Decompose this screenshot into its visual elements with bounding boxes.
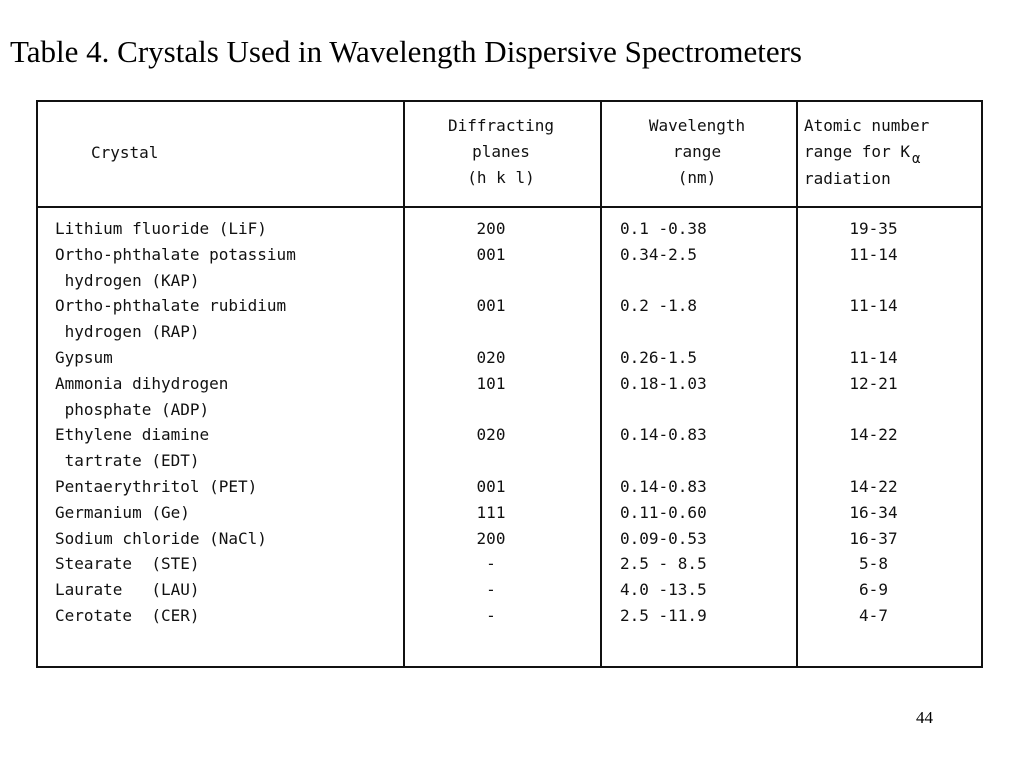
cell-crystal: Ethylene diamine xyxy=(55,425,210,445)
cell-crystal: Gypsum xyxy=(55,348,113,367)
cell-wavelength-range: 2.5 -11.9 xyxy=(620,606,707,625)
cell-crystal: Ortho-phthalate potassium xyxy=(55,244,296,264)
cell-atomic-number-range: 11-14 xyxy=(849,244,898,264)
cell-diffracting-planes: 111 xyxy=(476,502,506,522)
cell-diffracting-planes: 200 xyxy=(476,528,506,548)
slide-title: Table 4. Crystals Used in Wavelength Dispersive Spectrometers xyxy=(10,34,802,69)
cell-crystal: Laurate (LAU) xyxy=(55,580,200,600)
table-right-border xyxy=(981,100,983,668)
cell-crystal: Sodium chloride (NaCl) xyxy=(55,528,267,548)
cell-atomic-number-range: 16-37 xyxy=(849,528,898,548)
cell-diffracting-planes: - xyxy=(486,580,496,600)
cell-diffracting-planes: 020 xyxy=(476,425,506,445)
cell-crystal: Cerotate (CER) xyxy=(55,606,200,625)
cell-atomic-number-range: 11-14 xyxy=(849,348,898,367)
page-number: 44 xyxy=(916,708,933,727)
crystals-table xyxy=(36,100,983,668)
cell-crystal-continuation: hydrogen (KAP) xyxy=(55,270,200,290)
header-atomic-line-3: radiation xyxy=(804,169,891,188)
header-atomic-line-2 xyxy=(804,139,929,166)
table-bottom-border xyxy=(36,666,983,668)
cell-atomic-number-range: 19-35 xyxy=(849,219,898,238)
cell-crystal-continuation: tartrate (EDT) xyxy=(55,451,200,471)
cell-atomic-number-range: 14-22 xyxy=(849,477,898,496)
cell-diffracting-planes: - xyxy=(486,554,496,574)
cell-wavelength-range: 4.0 -13.5 xyxy=(620,580,707,600)
header-wavelength-line-1: Wavelength xyxy=(648,116,746,135)
header-planes-line-1: Diffracting xyxy=(448,116,554,135)
cell-wavelength-range: 0.11-0.60 xyxy=(620,502,707,522)
header-planes-line-3: (h k l) xyxy=(467,168,535,187)
header-diffracting-planes xyxy=(416,113,586,191)
cell-crystal: Ammonia dihydrogen xyxy=(55,373,229,393)
header-atomic-line-1: Atomic number xyxy=(804,116,930,135)
cell-atomic-number-range: 16-34 xyxy=(849,502,898,522)
cell-wavelength-range: 2.5 - 8.5 xyxy=(620,554,707,574)
cell-wavelength-range: 0.26-1.5 xyxy=(620,348,698,367)
cell-crystal: Pentaerythritol (PET) xyxy=(55,477,258,496)
header-crystal: Crystal xyxy=(91,143,159,162)
cell-atomic-number-range: 6-9 xyxy=(859,580,888,600)
cell-wavelength-range: 0.2 -1.8 xyxy=(620,296,698,316)
table-header-divider xyxy=(36,206,983,208)
cell-diffracting-planes: 001 xyxy=(476,296,506,316)
header-wavelength-line-3: (nm) xyxy=(677,168,717,187)
cell-crystal-continuation: hydrogen (RAP) xyxy=(55,322,200,342)
cell-wavelength-range: 0.14-0.83 xyxy=(620,477,707,496)
cell-diffracting-planes: 101 xyxy=(476,373,506,393)
cell-wavelength-range: 0.09-0.53 xyxy=(620,528,707,548)
cell-wavelength-range: 0.18-1.03 xyxy=(620,373,707,393)
cell-crystal: Ortho-phthalate rubidium xyxy=(55,296,287,316)
cell-diffracting-planes: 020 xyxy=(476,348,506,367)
header-wavelength-line-2: range xyxy=(672,142,722,161)
cell-atomic-number-range: 12-21 xyxy=(849,373,898,393)
cell-wavelength-range: 0.1 -0.38 xyxy=(620,219,707,238)
header-atomic-line-2-text: range for K xyxy=(804,142,910,161)
cell-diffracting-planes: 001 xyxy=(476,244,506,264)
k-alpha-subscript: α xyxy=(911,151,921,167)
table-top-border xyxy=(36,100,983,102)
cell-atomic-number-range: 14-22 xyxy=(849,425,898,445)
cell-atomic-number-range: 11-14 xyxy=(849,296,898,316)
cell-crystal-continuation: phosphate (ADP) xyxy=(55,399,210,419)
column-divider-1 xyxy=(403,100,405,668)
cell-diffracting-planes: 200 xyxy=(476,219,506,238)
header-planes-line-2: planes xyxy=(472,142,530,161)
cell-wavelength-range: 0.34-2.5 xyxy=(620,244,698,264)
cell-atomic-number-range: 5-8 xyxy=(859,554,888,574)
cell-crystal: Lithium fluoride (LiF) xyxy=(55,219,267,238)
column-divider-2 xyxy=(600,100,602,668)
header-atomic-number xyxy=(804,113,929,192)
header-wavelength-range xyxy=(612,113,782,191)
cell-diffracting-planes: - xyxy=(486,606,496,625)
cell-crystal: Stearate (STE) xyxy=(55,554,200,574)
cell-crystal: Germanium (Ge) xyxy=(55,502,190,522)
table-left-border xyxy=(36,100,38,668)
cell-wavelength-range: 0.14-0.83 xyxy=(620,425,707,445)
cell-atomic-number-range: 4-7 xyxy=(859,606,888,625)
cell-diffracting-planes: 001 xyxy=(476,477,506,496)
column-divider-3 xyxy=(796,100,798,668)
